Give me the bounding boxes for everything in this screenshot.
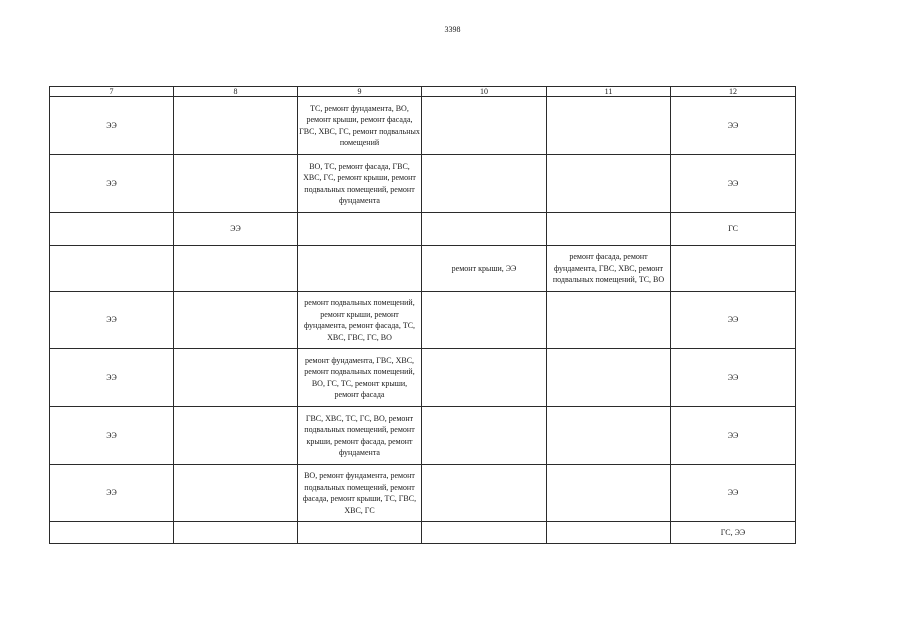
table-cell [422, 407, 547, 465]
table-cell: ЭЭ [50, 292, 174, 349]
table-cell: ГВС, ХВС, ТС, ГС, ВО, ремонт подвальных помещений, ремонт крыши, ремонт фасада, ремонт фундамента [298, 407, 422, 465]
table-cell [50, 213, 174, 246]
table-cell [547, 522, 671, 544]
table-cell [547, 407, 671, 465]
table-cell: ГС [671, 213, 796, 246]
table-cell [174, 349, 298, 407]
column-header: 9 [298, 87, 422, 97]
table-cell [174, 292, 298, 349]
table-row [50, 522, 796, 544]
table-row [50, 349, 796, 407]
table-cell [174, 522, 298, 544]
table-cell: ЭЭ [50, 465, 174, 522]
table-cell: ЭЭ [671, 465, 796, 522]
table-row [50, 155, 796, 213]
table-cell [547, 349, 671, 407]
table-cell [298, 213, 422, 246]
table-row [50, 292, 796, 349]
table-cell [422, 465, 547, 522]
column-header: 7 [50, 87, 174, 97]
table-cell [547, 97, 671, 155]
table-cell [174, 407, 298, 465]
table-cell: ЭЭ [50, 349, 174, 407]
table-cell: ЭЭ [671, 97, 796, 155]
table-cell [547, 292, 671, 349]
column-header: 10 [422, 87, 547, 97]
table-cell: ЭЭ [671, 292, 796, 349]
table-cell [422, 349, 547, 407]
table-cell [50, 246, 174, 292]
table-row [50, 213, 796, 246]
table-cell: ВО, ремонт фундамента, ремонт подвальных помещений, ремонт фасада, ремонт крыши, ТС, ГВС, ХВС, ГС [298, 465, 422, 522]
table-cell [547, 213, 671, 246]
column-header: 8 [174, 87, 298, 97]
table-cell [174, 246, 298, 292]
table-cell [298, 246, 422, 292]
table-cell: ВО, ТС, ремонт фасада, ГВС, ХВС, ГС, ремонт крыши, ремонт подвальных помещений, ремонт фундамента [298, 155, 422, 213]
works-table [49, 86, 796, 544]
table-cell [422, 97, 547, 155]
table-cell: ремонт подвальных помещений, ремонт крыши, ремонт фундамента, ремонт фасада, ТС, ХВС, ГВС, ГС, ВО [298, 292, 422, 349]
table-cell: ЭЭ [50, 407, 174, 465]
table-cell [174, 155, 298, 213]
table-row [50, 246, 796, 292]
table-cell [547, 465, 671, 522]
column-header: 11 [547, 87, 671, 97]
table-cell [298, 522, 422, 544]
table-cell: ремонт фундамента, ГВС, ХВС, ремонт подвальных помещений, ВО, ГС, ТС, ремонт крыши, ремонт фасада [298, 349, 422, 407]
table-cell [174, 97, 298, 155]
table-cell: ЭЭ [174, 213, 298, 246]
table-cell [422, 155, 547, 213]
table-cell [50, 522, 174, 544]
table-cell: ЭЭ [50, 155, 174, 213]
table-cell [174, 465, 298, 522]
table-header-row [50, 87, 796, 97]
table-cell: ТС, ремонт фундамента, ВО, ремонт крыши, ремонт фасада, ГВС, ХВС, ГС, ремонт подвальных помещений [298, 97, 422, 155]
column-header: 12 [671, 87, 796, 97]
table-cell: ЭЭ [50, 97, 174, 155]
table-cell [547, 155, 671, 213]
table-cell [671, 246, 796, 292]
table-cell: ремонт фасада, ремонт фундамента, ГВС, ХВС, ремонт подвальных помещений, ТС, ВО [547, 246, 671, 292]
table-cell [422, 292, 547, 349]
page-number: 3398 [444, 25, 461, 34]
table-cell: ЭЭ [671, 349, 796, 407]
table-cell: ЭЭ [671, 407, 796, 465]
table-cell [422, 213, 547, 246]
table-cell: ГС, ЭЭ [671, 522, 796, 544]
table-row [50, 465, 796, 522]
table-cell: ЭЭ [671, 155, 796, 213]
table-row [50, 97, 796, 155]
table-row [50, 407, 796, 465]
table-cell: ремонт крыши, ЭЭ [422, 246, 547, 292]
table-cell [422, 522, 547, 544]
